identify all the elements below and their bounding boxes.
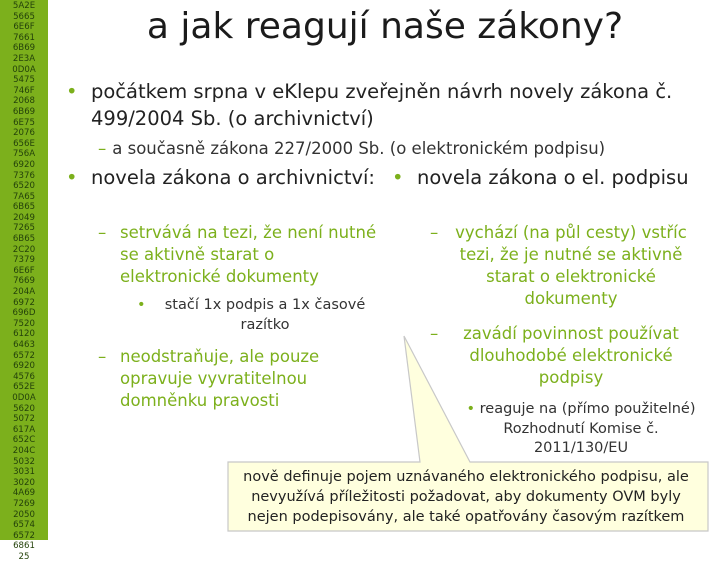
archive-item-2-text: neodstraňuje, ale pouze opravuje vyvratitelnou domněnku pravosti — [120, 347, 320, 410]
hex-code: 7669 — [13, 276, 35, 287]
hex-code: 7376 — [13, 170, 35, 181]
hex-code: 0D0A — [12, 392, 36, 403]
sub-bullet-227-text: a současně zákona 227/2000 Sb. (o elektronickém podpisu) — [112, 139, 606, 158]
hex-code: 7661 — [13, 32, 35, 43]
hex-code: 204C — [12, 445, 36, 456]
dash-symbol: – — [430, 324, 439, 343]
hex-code: 7269 — [13, 498, 35, 509]
hex-code: 656E — [13, 138, 35, 149]
hex-code: 5620 — [13, 403, 35, 414]
hex-code: 652C — [12, 435, 36, 446]
dash-symbol: – — [98, 223, 107, 242]
sub-bullet-symbol: • — [137, 297, 146, 313]
hex-code: 6574 — [13, 520, 35, 531]
slide-title: a jak reagují naše zákony? — [146, 6, 624, 47]
hex-code: 7A65 — [12, 191, 36, 202]
hex-code: 3020 — [13, 477, 35, 488]
hex-code: 6972 — [13, 297, 35, 308]
hex-code: 5665 — [13, 11, 35, 22]
hex-code: 6120 — [13, 329, 35, 340]
hex-code: 617A — [12, 424, 36, 435]
hex-code: 25 — [18, 551, 30, 562]
hex-code: 6520 — [13, 181, 35, 192]
hex-code: 6572 — [13, 530, 35, 541]
esign-item-1-text: vychází (na půl cesty) vstříc tezi, že je nutné se aktivně starat o elektronické dokumenty — [455, 223, 687, 308]
esign-item-1 — [430, 222, 690, 310]
hex-code: 6861 — [13, 541, 35, 552]
bullet-esign-text: novela zákona o el. podpisu — [417, 166, 689, 189]
hex-code: 6B69 — [12, 106, 36, 117]
hex-code: 5475 — [13, 75, 35, 86]
bullet-symbol: • — [392, 166, 404, 189]
dash-symbol: – — [98, 139, 107, 158]
bullet-symbol: • — [66, 166, 78, 189]
hex-code: 6E6F — [13, 265, 35, 276]
hex-code: 7379 — [13, 255, 35, 266]
hex-code: 4A69 — [12, 488, 36, 499]
hex-code: 652E — [13, 382, 35, 393]
archive-sub-item-text: stačí 1x podpis a 1x časové razítko — [164, 297, 366, 333]
hex-code: 6920 — [13, 361, 35, 372]
bullet-symbol: • — [66, 80, 78, 103]
hex-code: 3031 — [13, 467, 35, 478]
esign-sub-item — [466, 400, 696, 459]
esign-item-2 — [430, 323, 690, 389]
hex-code: 4576 — [13, 371, 35, 382]
hex-code: 6572 — [13, 350, 35, 361]
hex-code: 756A — [12, 149, 36, 160]
hex-code: 7520 — [13, 318, 35, 329]
esign-item-2-text: zavádí povinnost používat dlouhodobé elektronické podpisy — [463, 324, 679, 387]
hex-code: 204A — [12, 287, 36, 298]
hex-code: 2C20 — [12, 244, 36, 255]
hex-code: 2E3A — [12, 53, 36, 64]
hex-code: 2068 — [13, 96, 35, 107]
hex-code: 2076 — [13, 128, 35, 139]
hex-code: 6B69 — [12, 43, 36, 54]
hex-code: 6E75 — [13, 117, 35, 128]
hex-code: 6463 — [13, 340, 35, 350]
hex-code: 2050 — [13, 509, 35, 520]
hex-code: 7265 — [13, 223, 35, 234]
hex-code: 746F — [13, 85, 35, 96]
bullet-eklep-text: počátkem srpna v eKlepu zveřejněn návrh novely zákona č. 499/2004 Sb. (o archivnictví) — [91, 80, 673, 130]
hex-code: 696D — [12, 308, 36, 319]
esign-sub-item-text: reaguje na (přímo použitelné) Rozhodnutí Komise č. 2011/130/EU — [479, 401, 696, 456]
hex-code: 6E6F — [13, 22, 35, 33]
bullet-archive-text: novela zákona o archivnictví: — [91, 166, 375, 189]
hex-code: 0D0A — [12, 64, 36, 75]
hex-code: 6920 — [13, 159, 35, 170]
dash-symbol: – — [98, 347, 107, 366]
hex-code: 5072 — [13, 414, 35, 425]
hex-code: 2049 — [13, 212, 35, 223]
hex-code: 5032 — [13, 456, 35, 467]
archive-item-1-text: setrvává na tezi, že není nutné se aktivně starat o elektronické dokumenty — [120, 223, 377, 286]
callout-text: nově definuje pojem uznávaného elektronického podpisu, ale nevyužívá příležitosti požadovat, aby dokumenty OVM byly nejen podepisovány, ale také opatřovány časovým razítkem — [243, 469, 689, 525]
hex-code: 6B65 — [12, 234, 36, 245]
hex-code: 5A2E — [12, 1, 36, 11]
sub-bullet-symbol: • — [466, 401, 476, 417]
hex-code: 6B65 — [12, 202, 36, 213]
dash-symbol: – — [430, 223, 439, 242]
